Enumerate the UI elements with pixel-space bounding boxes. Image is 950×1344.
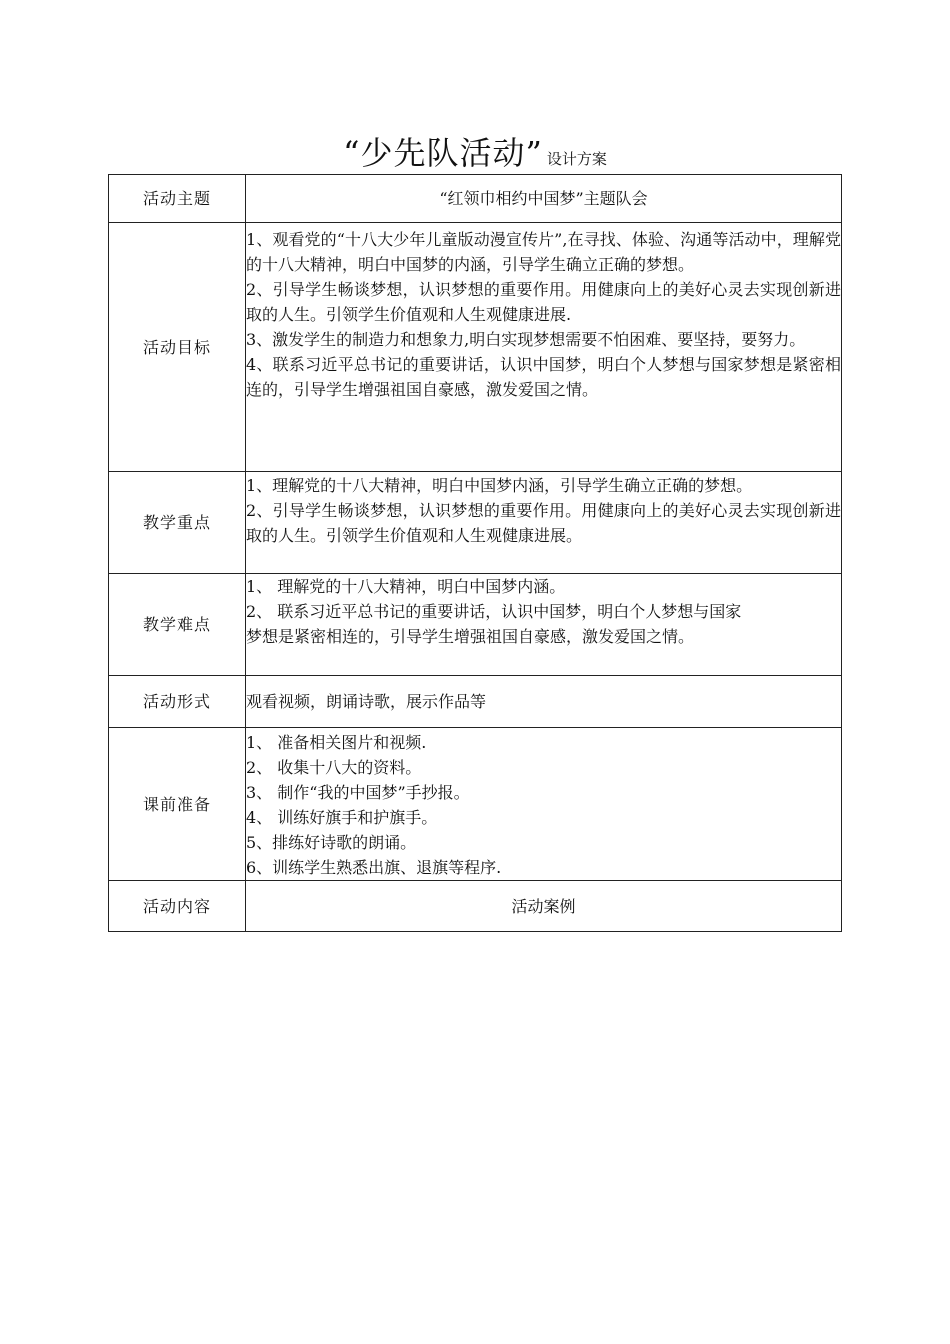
goal-item: 4、联系习近平总书记的重要讲话，认识中国梦，明白个人梦想与国家梦想是紧密相连的，引导学生增强祖国自豪感，激发爱国之情。 [246, 355, 841, 399]
document-title [0, 128, 950, 172]
difficulty-item: 1、 理解党的十八大精神，明白中国梦内涵。 [246, 577, 566, 596]
row-preparation [109, 728, 842, 881]
prep-item: 2、 收集十八大的资料。 [246, 758, 422, 777]
plan-table [108, 174, 842, 932]
label-content: 活动内容 [109, 881, 246, 932]
row-difficulties [109, 574, 842, 676]
value-format: 观看视频，朗诵诗歌，展示作品等 [246, 676, 842, 728]
key-point-item: 2、引导学生畅谈梦想，认识梦想的重要作用。用健康向上的美好心灵去实现创新进取的人生。引领学生价值观和人生观健康进展。 [246, 501, 841, 545]
prep-item: 1、 准备相关图片和视频. [246, 733, 427, 752]
label-goals: 活动目标 [109, 223, 246, 472]
label-difficulties: 教学难点 [109, 574, 246, 676]
value-key-points [246, 472, 842, 574]
row-goals [109, 223, 842, 472]
value-theme: “红领巾相约中国梦”主题队会 [246, 175, 842, 223]
prep-item: 3、 制作“我的中国梦”手抄报。 [246, 783, 470, 802]
label-preparation: 课前准备 [109, 728, 246, 881]
goal-item: 3、激发学生的制造力和想象力,明白实现梦想需要不怕困难、要坚持，要努力。 [246, 330, 806, 349]
prep-item: 4、 训练好旗手和护旗手。 [246, 808, 438, 827]
difficulty-item: 2、 联系习近平总书记的重要讲话，认识中国梦，明白个人梦想与国家 [246, 602, 742, 621]
goal-item: 2、引导学生畅谈梦想，认识梦想的重要作用。用健康向上的美好心灵去实现创新进取的人生。引领学生价值观和人生观健康进展. [246, 280, 841, 324]
prep-item: 6、训练学生熟悉出旗、退旗等程序. [246, 858, 502, 877]
row-content [109, 881, 842, 932]
difficulty-item-continued: 梦想是紧密相连的，引导学生增强祖国自豪感，激发爱国之情。 [246, 627, 695, 646]
goal-item: 1、观看党的“十八大少年儿童版动漫宣传片”,在寻找、体验、沟通等活动中，理解党的十八大精神，明白中国梦的内涵，引导学生确立正确的梦想。 [246, 230, 841, 274]
row-theme [109, 175, 842, 223]
key-point-item: 1、理解党的十八大精神，明白中国梦内涵，引导学生确立正确的梦想。 [246, 476, 753, 495]
prep-item: 5、排练好诗歌的朗诵。 [246, 833, 417, 852]
row-key-points [109, 472, 842, 574]
value-preparation [246, 728, 842, 881]
value-goals [246, 223, 842, 472]
label-theme: 活动主题 [109, 175, 246, 223]
label-key-points: 教学重点 [109, 472, 246, 574]
label-format: 活动形式 [109, 676, 246, 728]
title-main: “少先队活动” [343, 134, 543, 172]
title-subtitle: 设计方案 [546, 150, 607, 168]
row-format [109, 676, 842, 728]
value-content: 活动案例 [246, 881, 842, 932]
value-difficulties [246, 574, 842, 676]
